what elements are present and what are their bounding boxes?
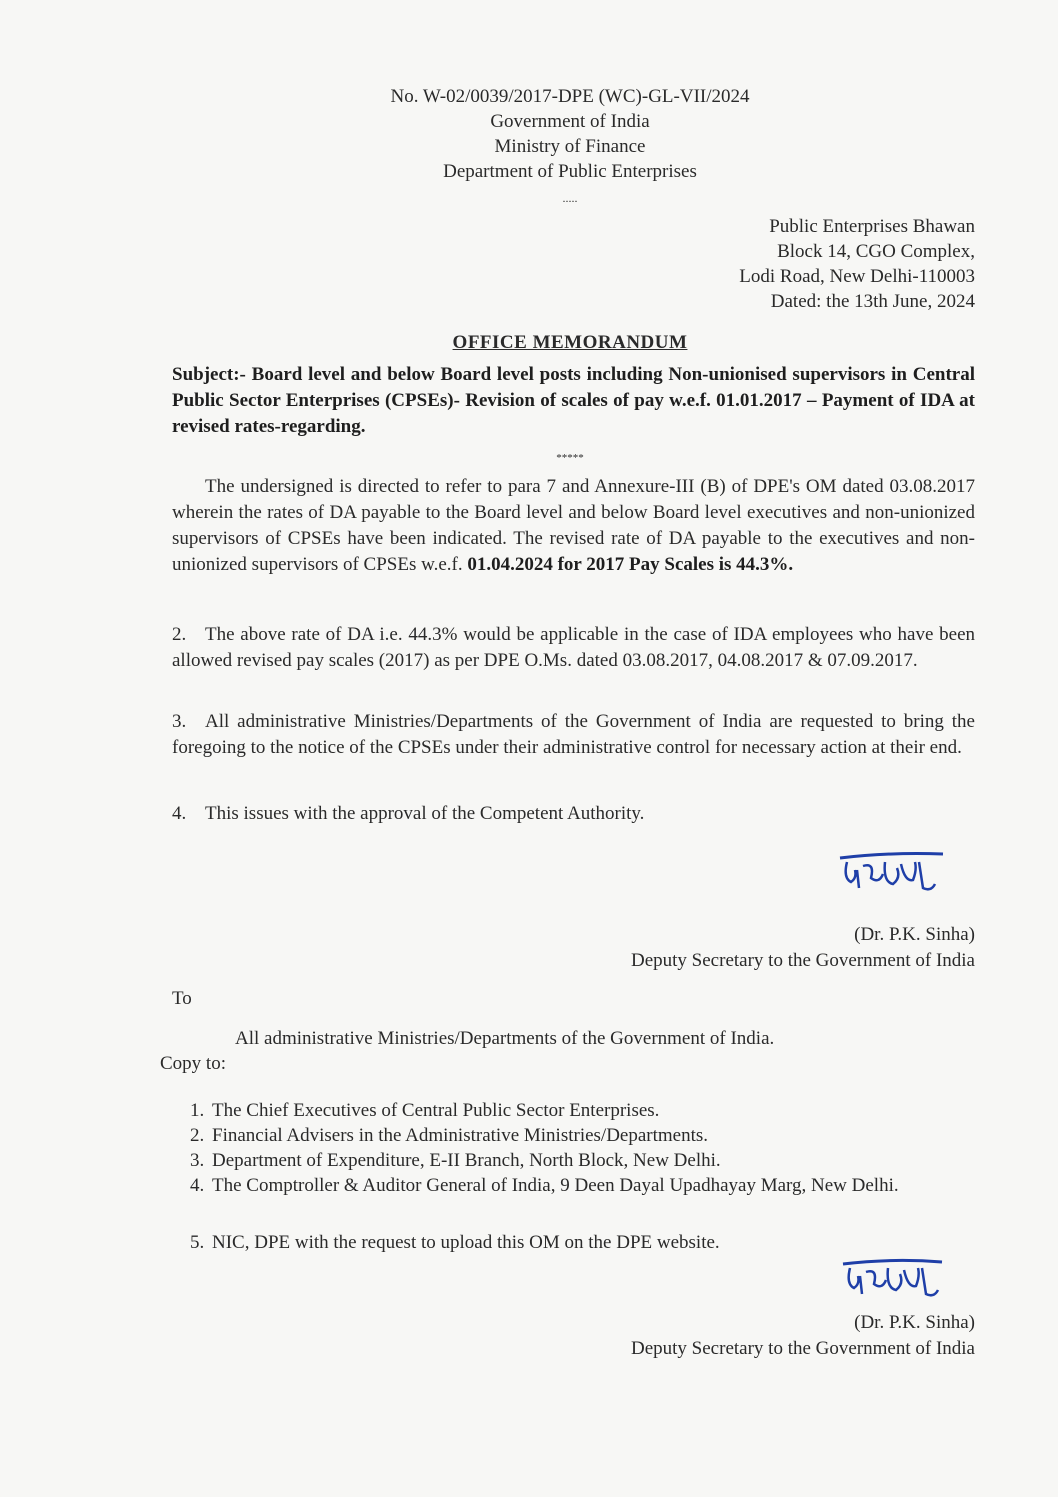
subject: Subject:- Board level and below Board level posts including Non-unionised supervisors in Central Public Sector Enterprises (CPSEs)- Revision of scales of pay w.e.f. 01.01.2017 – Payment of IDA at revised rates-regarding.	[172, 364, 975, 437]
list-number: 4.	[190, 1175, 205, 1196]
list-number: 2.	[190, 1125, 205, 1146]
address-line-1: Public Enterprises Bhawan	[769, 216, 975, 237]
list-text: NIC, DPE with the request to upload this OM on the DPE website.	[212, 1232, 720, 1253]
to-label: To	[172, 988, 192, 1009]
to-recipient: All administrative Ministries/Departments of the Government of India.	[235, 1028, 775, 1049]
list-number: 5.	[190, 1232, 205, 1253]
paragraph-2	[172, 622, 975, 674]
list-text: The Comptroller & Auditor General of India, 9 Deen Dayal Upadhayay Marg, New Delhi.	[212, 1175, 899, 1196]
list-text: Department of Expenditure, E-II Branch, North Block, New Delhi.	[212, 1150, 721, 1171]
document-title: OFFICE MEMORANDUM	[452, 332, 688, 353]
list-number: 3.	[190, 1150, 205, 1171]
paragraph-number: 2.	[172, 624, 187, 645]
copy-list-item	[190, 1148, 980, 1173]
header-department: Department of Public Enterprises	[443, 161, 697, 182]
copy-to-label: Copy to:	[160, 1053, 226, 1074]
paragraph-text: All administrative Ministries/Departments of the Government of India are requested to bring the foregoing to the notice of the CPSEs under their administrative control for necessary action at their end.	[172, 711, 975, 758]
signatory-designation-2: Deputy Secretary to the Government of India	[631, 1338, 975, 1359]
copy-list-item	[190, 1098, 980, 1123]
paragraph-number: 4.	[172, 803, 187, 824]
copy-list-item	[190, 1230, 980, 1255]
paragraph-text: The above rate of DA i.e. 44.3% would be applicable in the case of IDA employees who have been allowed revised pay scales (2017) as per DPE O.Ms. dated 03.08.2017, 04.08.2017 & 07.09.2017.	[172, 624, 975, 671]
paragraph-number: 3.	[172, 711, 187, 732]
list-number: 1.	[190, 1100, 205, 1121]
signatory-name-2: (Dr. P.K. Sinha)	[854, 1312, 975, 1333]
paragraph-text: This issues with the approval of the Competent Authority.	[205, 803, 645, 824]
header-government: Government of India	[490, 111, 650, 132]
header-ministry: Ministry of Finance	[494, 136, 646, 157]
paragraph-1-text: The undersigned is directed to refer to para 7 and Annexure-III (B) of DPE's OM dated 03.08.2017 wherein the rates of DA payable to the Board level and below Board level executives and non-unionized supervisors of CPSEs have been indicated. The revised rate of DA payable to the executives and non-unionized supervisors of CPSEs w.e.f.	[172, 476, 975, 575]
document-date: Dated: the 13th June, 2024	[770, 291, 975, 312]
copy-list-item	[190, 1173, 980, 1198]
paragraph-1	[172, 474, 975, 578]
address-line-3: Lodi Road, New Delhi-110003	[739, 266, 975, 287]
list-text: The Chief Executives of Central Public Sector Enterprises.	[212, 1100, 660, 1121]
paragraph-4	[172, 801, 975, 827]
address-line-2: Block 14, CGO Complex,	[777, 241, 975, 262]
signature-image	[838, 1256, 948, 1304]
signature-image	[835, 848, 950, 898]
stars-separator: *****	[556, 452, 584, 464]
paragraph-1-highlight: 01.04.2024 for 2017 Pay Scales is 44.3%.	[467, 554, 794, 575]
paragraph-3	[172, 709, 975, 761]
copy-list-item	[190, 1123, 980, 1148]
signatory-designation: Deputy Secretary to the Government of India	[631, 950, 975, 971]
list-text: Financial Advisers in the Administrative Ministries/Departments.	[212, 1125, 709, 1146]
file-number: No. W-02/0039/2017-DPE (WC)-GL-VII/2024	[390, 86, 750, 107]
signatory-name: (Dr. P.K. Sinha)	[854, 924, 975, 945]
header-separator: .....	[562, 191, 578, 205]
